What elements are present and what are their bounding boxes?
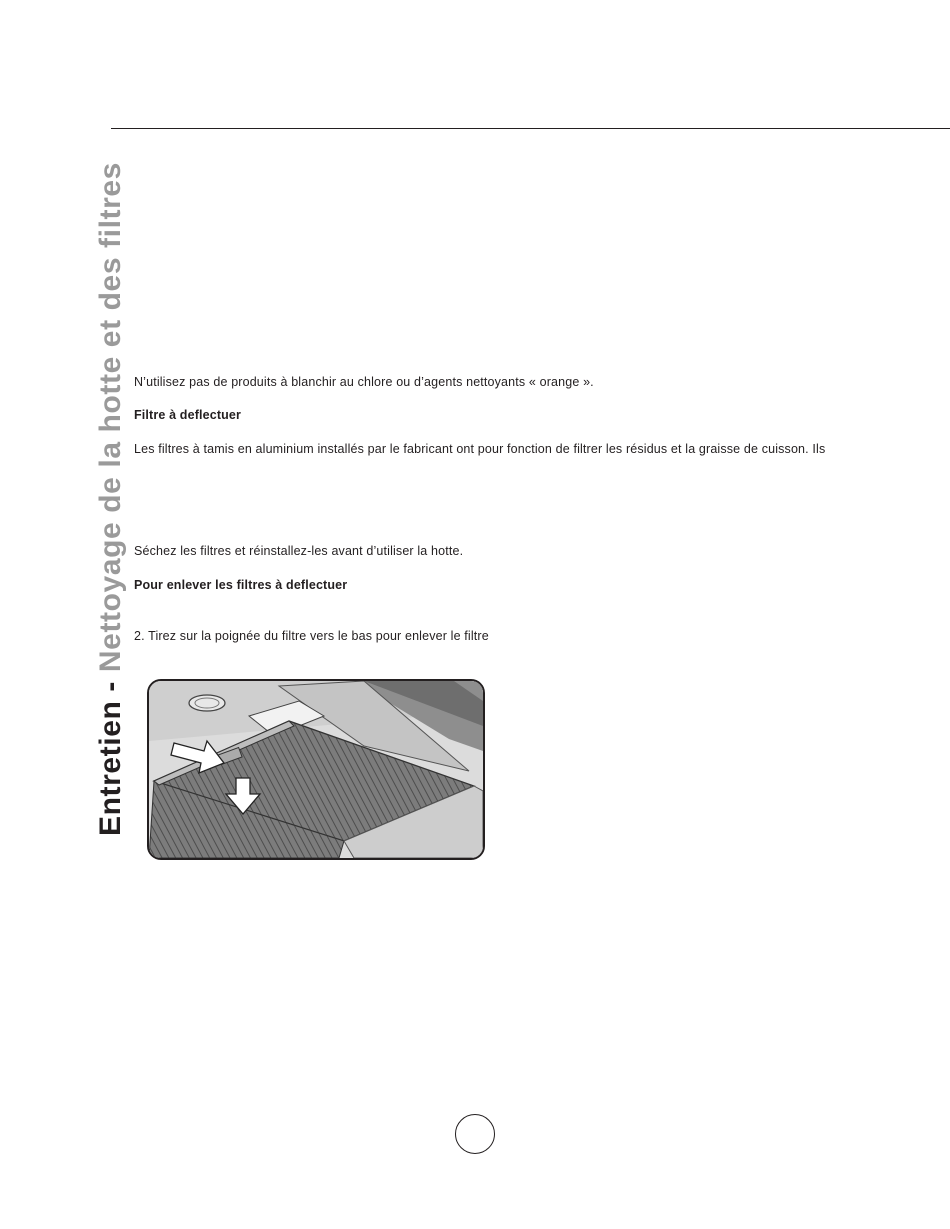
header-rule: [111, 128, 950, 129]
step-2-text: 2. Tirez sur la poignée du filtre vers le bas pour enlever le filtre: [134, 629, 489, 643]
side-title: [96, 162, 126, 836]
dry-instruction: Séchez les filtres et réinstallez-les avant d’utiliser la hotte.: [134, 544, 464, 558]
remove-filters-heading: Pour enlever les filtres à deflectuer: [134, 578, 348, 592]
side-title-rest: Nettoyage de la hotte et des filtres: [94, 162, 127, 673]
filter-heading: Filtre à deflectuer: [134, 408, 242, 422]
warning-text: N’utilisez pas de produits à blanchir au chlore ou d’agents nettoyants « orange ».: [134, 375, 594, 389]
side-title-prefix: Entretien -: [94, 672, 127, 836]
filter-removal-illustration: [147, 679, 485, 860]
page-number-circle: [455, 1114, 495, 1154]
filters-description: Les filtres à tamis en aluminium installés par le fabricant ont pour fonction de filtrer les résidus et la graisse de cuisson. Ils: [134, 442, 826, 456]
